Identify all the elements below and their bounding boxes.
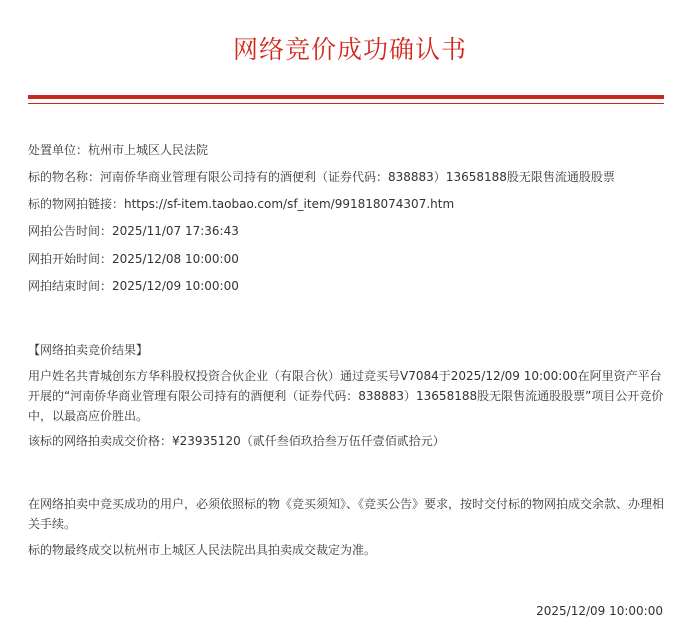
announce-time: 网拍公告时间：2025/11/07 17:36:43 [28, 224, 239, 238]
issue-date: 2025/12/09 10:00:00 [536, 604, 663, 618]
result-heading: 【网络拍卖竞价结果】 [28, 343, 149, 357]
title-divider-thin [28, 103, 664, 104]
item-link: 标的物网拍链接：https://sf-item.taobao.com/sf_item/991818074307.htm [28, 197, 455, 211]
page-title: 网络竞价成功确认书 [232, 35, 467, 64]
disposal-unit: 处置单位：杭州市上城区人民法院 [28, 143, 209, 157]
title-divider-thick [28, 95, 664, 99]
requirement-notice: 在网络拍卖中竞买成功的用户，必须依照标的物《竞买须知》、《竞买公告》要求，按时交付标的物网拍成交余款、办理相关手续。 [28, 497, 665, 531]
item-name: 标的物名称：河南侨华商业管理有限公司持有的酒便利（证券代码：838883）13658188股无限售流通股股票 [28, 170, 615, 184]
deal-price: 该标的网络拍卖成交价格：¥23935120（贰仟叁佰玖拾叁万伍仟壹佰贰拾元） [28, 434, 445, 448]
result-description: 用户姓名共青城创东方华科股权投资合伙企业（有限合伙）通过竞买号V7084于2025/12/09 10:00:00在阿里资产平台开展的“河南侨华商业管理有限公司持有的酒便利（证券代码：838883）13658188股无限售流通股股票”项目公开竞价中，以最高应价胜出。 [28, 369, 664, 423]
end-time: 网拍结束时间：2025/12/09 10:00:00 [28, 279, 239, 293]
final-notice: 标的物最终成交以杭州市上城区人民法院出具拍卖成交裁定为准。 [28, 543, 377, 557]
start-time: 网拍开始时间：2025/12/08 10:00:00 [28, 252, 239, 266]
